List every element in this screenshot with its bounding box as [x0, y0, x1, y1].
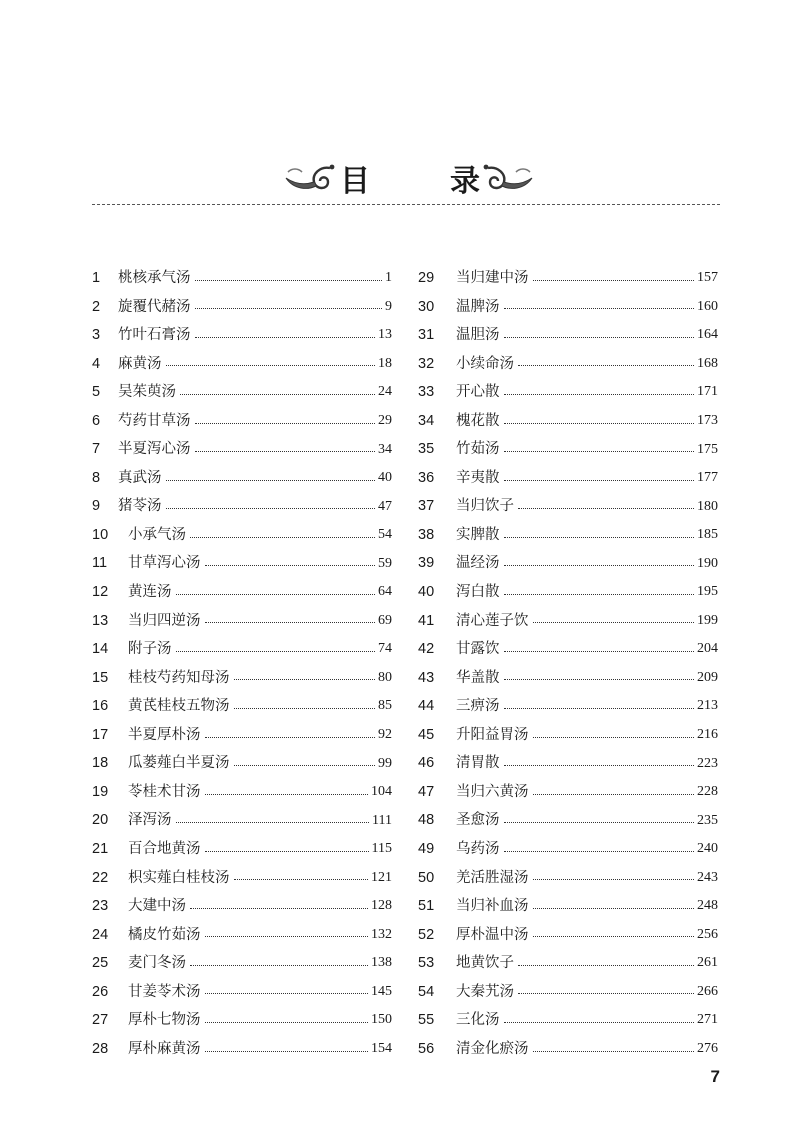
title-char-2: 录: [450, 164, 480, 199]
toc-entry[interactable]: [418, 1035, 718, 1064]
entry-title: 猪苓汤: [118, 498, 162, 515]
entry-page-number: 256: [697, 926, 718, 942]
entry-title: 大建中汤: [128, 898, 186, 915]
entry-number: 21: [92, 840, 109, 857]
toc-entry[interactable]: [92, 692, 392, 721]
entry-page-number: 195: [697, 584, 718, 600]
toc-entry[interactable]: [418, 949, 718, 978]
entry-title: 厚朴麻黄汤: [128, 1040, 201, 1057]
toc-entry[interactable]: [418, 806, 718, 835]
entry-page-number: 24: [378, 384, 392, 400]
entry-title: 麻黄汤: [118, 355, 162, 372]
entry-number: 7: [92, 441, 101, 458]
entry-number: 15: [92, 669, 109, 686]
entry-page-number: 69: [378, 612, 392, 628]
entry-title: 泻白散: [456, 584, 500, 601]
entry-page-number: 204: [697, 641, 718, 657]
entry-title: 瓜蒌薤白半夏汤: [128, 755, 230, 772]
entry-page-number: 104: [371, 784, 392, 800]
entry-page-number: 47: [378, 498, 392, 514]
dot-leader: [533, 737, 695, 738]
dot-leader: [190, 908, 368, 909]
dot-leader: [504, 537, 695, 538]
header-divider: [92, 204, 720, 205]
toc-header: [0, 158, 800, 198]
entry-title: 黄连汤: [128, 584, 172, 601]
dot-leader: [205, 851, 369, 852]
entry-number: 14: [92, 641, 109, 658]
entry-title: 小续命汤: [456, 355, 514, 372]
toc-entry[interactable]: [418, 721, 718, 750]
entry-number: 50: [418, 869, 435, 886]
entry-page-number: 157: [697, 270, 718, 286]
toc-entry[interactable]: [92, 607, 392, 636]
toc-entry[interactable]: [92, 407, 392, 436]
entry-number: 9: [92, 498, 101, 515]
entry-page-number: 92: [378, 727, 392, 743]
entry-number: 4: [92, 355, 101, 372]
entry-number: 34: [418, 412, 435, 429]
dot-leader: [195, 308, 383, 309]
entry-page-number: 29: [378, 413, 392, 428]
dot-leader: [504, 1022, 695, 1023]
entry-title: 地黄饮子: [456, 955, 514, 972]
toc-entry[interactable]: [92, 293, 392, 322]
entry-number: 26: [92, 983, 109, 1000]
dot-leader: [504, 565, 695, 566]
dot-leader: [533, 794, 695, 795]
entry-title: 槐花散: [456, 412, 500, 429]
toc-left-column: [92, 264, 392, 1063]
dot-leader: [533, 280, 695, 281]
dot-leader: [195, 423, 376, 424]
entry-number: 56: [418, 1040, 435, 1057]
entry-page-number: 121: [371, 869, 392, 885]
dot-leader: [190, 965, 368, 966]
toc-entry[interactable]: [92, 578, 392, 607]
entry-page-number: 111: [372, 812, 392, 828]
dot-leader: [205, 565, 376, 566]
entry-page-number: 209: [697, 669, 718, 685]
toc-entry[interactable]: [418, 293, 718, 322]
toc-entry[interactable]: [92, 949, 392, 978]
toc-entry[interactable]: [418, 664, 718, 693]
entry-title: 百合地黄汤: [128, 840, 201, 857]
toc-entry[interactable]: [418, 549, 718, 578]
entry-number: 17: [92, 726, 109, 743]
toc-entry[interactable]: [418, 892, 718, 921]
entry-number: 36: [418, 469, 435, 486]
dot-leader: [504, 480, 695, 481]
dot-leader: [504, 308, 695, 309]
dot-leader: [176, 822, 370, 823]
entry-number: 42: [418, 641, 435, 658]
entry-number: 32: [418, 355, 435, 372]
entry-number: 38: [418, 526, 435, 543]
entry-number: 39: [418, 555, 435, 572]
toc-entry[interactable]: [92, 350, 392, 379]
entry-title: 圣愈汤: [456, 812, 500, 829]
entry-page-number: 154: [371, 1041, 392, 1057]
entry-number: 37: [418, 498, 435, 515]
entry-page-number: 190: [697, 555, 718, 571]
dot-leader: [195, 337, 376, 338]
dot-leader: [533, 1051, 695, 1052]
entry-title: 当归饮子: [456, 498, 514, 515]
entry-number: 16: [92, 698, 109, 715]
toc-entry[interactable]: [418, 521, 718, 550]
entry-page-number: 228: [697, 784, 718, 800]
entry-number: 1: [92, 270, 101, 287]
toc-entry[interactable]: [418, 835, 718, 864]
dot-leader: [504, 394, 695, 395]
entry-page-number: 185: [697, 527, 718, 543]
entry-page-number: 85: [378, 698, 392, 714]
page-title: [340, 158, 480, 198]
entry-title: 温脾汤: [456, 298, 500, 315]
entry-number: 33: [418, 384, 435, 401]
dot-leader: [180, 394, 375, 395]
toc-entry[interactable]: [418, 1006, 718, 1035]
entry-number: 44: [418, 698, 435, 715]
entry-number: 40: [418, 584, 435, 601]
left-scroll-ornament-icon: [280, 162, 336, 194]
dot-leader: [205, 737, 376, 738]
entry-number: 48: [418, 812, 435, 829]
toc-entry[interactable]: [418, 635, 718, 664]
right-scroll-ornament-icon: [482, 162, 538, 194]
entry-title: 桃核承气汤: [118, 270, 191, 287]
dot-leader: [533, 879, 695, 880]
entry-page-number: 248: [697, 898, 718, 914]
toc-entry[interactable]: [92, 549, 392, 578]
dot-leader: [205, 622, 376, 623]
entry-title: 小承气汤: [128, 526, 186, 543]
toc-entry[interactable]: [418, 264, 718, 293]
entry-title: 黄芪桂枝五物汤: [128, 698, 230, 715]
dot-leader: [234, 765, 376, 766]
dot-leader: [518, 365, 694, 366]
entry-number: 25: [92, 955, 109, 972]
entry-page-number: 64: [378, 584, 392, 600]
entry-number: 55: [418, 1012, 435, 1029]
dot-leader: [205, 936, 369, 937]
toc-entry[interactable]: [418, 378, 718, 407]
dot-leader: [533, 936, 695, 937]
dot-leader: [504, 423, 695, 424]
toc-entry[interactable]: [92, 835, 392, 864]
entry-page-number: 80: [378, 669, 392, 685]
toc-entry[interactable]: [418, 749, 718, 778]
entry-title: 当归四逆汤: [128, 612, 201, 629]
entry-title: 甘草泻心汤: [128, 555, 201, 572]
dot-leader: [176, 651, 376, 652]
entry-number: 53: [418, 955, 435, 972]
entry-title: 半夏厚朴汤: [128, 726, 201, 743]
toc-entry[interactable]: [418, 863, 718, 892]
toc-entry[interactable]: [418, 435, 718, 464]
entry-number: 35: [418, 441, 435, 458]
entry-title: 乌药汤: [456, 840, 500, 857]
dot-leader: [166, 508, 376, 509]
entry-number: 3: [92, 327, 101, 344]
entry-number: 52: [418, 926, 435, 943]
entry-number: 2: [92, 298, 101, 315]
toc-entry[interactable]: [92, 863, 392, 892]
toc-entry[interactable]: [418, 578, 718, 607]
entry-title: 附子汤: [128, 641, 172, 658]
toc-entry[interactable]: [92, 378, 392, 407]
entry-number: 30: [418, 298, 435, 315]
entry-page-number: 59: [378, 555, 392, 571]
entry-number: 28: [92, 1040, 109, 1057]
entry-number: 20: [92, 812, 109, 829]
dot-leader: [234, 708, 376, 709]
dot-leader: [504, 822, 695, 823]
entry-title: 竹叶石膏汤: [118, 327, 191, 344]
entry-title: 清心莲子饮: [456, 612, 529, 629]
entry-title: 三痹汤: [456, 698, 500, 715]
toc-entry[interactable]: [92, 321, 392, 350]
toc-entry[interactable]: [418, 407, 718, 436]
dot-leader: [205, 1051, 369, 1052]
dot-leader: [504, 594, 695, 595]
entry-page-number: 40: [378, 470, 392, 486]
entry-number: 23: [92, 898, 109, 915]
toc-entry[interactable]: [92, 778, 392, 807]
entry-number: 24: [92, 926, 109, 943]
entry-number: 31: [418, 327, 435, 344]
entry-title: 开心散: [456, 384, 500, 401]
entry-title: 枳实薤白桂枝汤: [128, 869, 230, 886]
dot-leader: [504, 851, 695, 852]
entry-page-number: 1: [385, 270, 392, 286]
entry-number: 46: [418, 755, 435, 772]
entry-title: 厚朴温中汤: [456, 926, 529, 943]
entry-title: 升阳益胃汤: [456, 726, 529, 743]
entry-title: 辛夷散: [456, 469, 500, 486]
entry-title: 真武汤: [118, 469, 162, 486]
dot-leader: [504, 708, 695, 709]
entry-number: 41: [418, 612, 435, 629]
toc-entry[interactable]: [418, 778, 718, 807]
dot-leader: [205, 1022, 369, 1023]
entry-title: 甘姜苓术汤: [128, 983, 201, 1000]
entry-number: 11: [92, 555, 108, 572]
entry-number: 45: [418, 726, 435, 743]
entry-page-number: 180: [697, 498, 718, 514]
entry-number: 22: [92, 869, 109, 886]
toc-entry[interactable]: [92, 464, 392, 493]
entry-number: 18: [92, 755, 109, 772]
dot-leader: [504, 337, 695, 338]
entry-number: 13: [92, 612, 109, 629]
entry-number: 29: [418, 270, 435, 287]
toc-entry[interactable]: [418, 464, 718, 493]
dot-leader: [190, 537, 375, 538]
entry-number: 54: [418, 983, 435, 1000]
entry-title: 当归补血汤: [456, 898, 529, 915]
entry-title: 大秦艽汤: [456, 983, 514, 1000]
entry-page-number: 173: [697, 413, 718, 428]
toc-entry[interactable]: [92, 664, 392, 693]
toc-right-column: [418, 264, 718, 1063]
toc-entry[interactable]: [92, 721, 392, 750]
dot-leader: [504, 651, 695, 652]
toc-entry[interactable]: [92, 892, 392, 921]
toc-entry[interactable]: [92, 635, 392, 664]
entry-title: 当归六黄汤: [456, 783, 529, 800]
entry-title: 清金化瘀汤: [456, 1040, 529, 1057]
entry-page-number: 175: [697, 441, 718, 457]
dot-leader: [533, 908, 695, 909]
entry-page-number: 115: [371, 841, 392, 857]
entry-page-number: 177: [697, 470, 718, 486]
dot-leader: [166, 365, 376, 366]
toc-entry[interactable]: [418, 321, 718, 350]
entry-title: 麦门冬汤: [128, 955, 186, 972]
entry-page-number: 138: [371, 955, 392, 971]
entry-number: 27: [92, 1012, 109, 1029]
dot-leader: [518, 965, 694, 966]
entry-number: 6: [92, 412, 101, 429]
entry-page-number: 132: [371, 926, 392, 942]
dot-leader: [195, 280, 383, 281]
entry-page-number: 235: [697, 812, 718, 828]
entry-number: 51: [418, 898, 435, 915]
entry-title: 半夏泻心汤: [118, 441, 191, 458]
toc-entry[interactable]: [92, 435, 392, 464]
entry-page-number: 145: [371, 983, 392, 999]
entry-title: 吴茱萸汤: [118, 384, 176, 401]
entry-title: 芍药甘草汤: [118, 412, 191, 429]
entry-title: 厚朴七物汤: [128, 1012, 201, 1029]
toc-entry[interactable]: [92, 1006, 392, 1035]
entry-title: 温经汤: [456, 555, 500, 572]
entry-title: 清胃散: [456, 755, 500, 772]
entry-page-number: 223: [697, 755, 718, 771]
entry-page-number: 271: [697, 1012, 718, 1028]
dot-leader: [176, 594, 376, 595]
entry-title: 三化汤: [456, 1012, 500, 1029]
dot-leader: [205, 993, 369, 994]
toc-entry[interactable]: [92, 1035, 392, 1064]
entry-number: 8: [92, 469, 101, 486]
entry-title: 竹茹汤: [456, 441, 500, 458]
entry-page-number: 164: [697, 327, 718, 343]
entry-page-number: 9: [385, 298, 392, 314]
toc-entry[interactable]: [418, 492, 718, 521]
toc-entry[interactable]: [92, 521, 392, 550]
entry-number: 47: [418, 783, 435, 800]
dot-leader: [533, 622, 695, 623]
dot-leader: [504, 679, 695, 680]
entry-title: 实脾散: [456, 526, 500, 543]
entry-page-number: 240: [697, 841, 718, 857]
dot-leader: [518, 508, 694, 509]
toc-entry[interactable]: [418, 607, 718, 636]
entry-page-number: 74: [378, 641, 392, 657]
entry-title: 泽泻汤: [128, 812, 172, 829]
entry-page-number: 243: [697, 869, 718, 885]
entry-page-number: 18: [378, 355, 392, 371]
entry-number: 12: [92, 584, 109, 601]
entry-page-number: 150: [371, 1012, 392, 1028]
toc-entry[interactable]: [92, 806, 392, 835]
entry-title: 温胆汤: [456, 327, 500, 344]
entry-page-number: 276: [697, 1041, 718, 1057]
dot-leader: [504, 451, 695, 452]
toc-entry[interactable]: [418, 692, 718, 721]
entry-number: 49: [418, 840, 435, 857]
entry-page-number: 168: [697, 355, 718, 371]
dot-leader: [504, 765, 695, 766]
entry-number: 5: [92, 384, 101, 401]
dot-leader: [518, 993, 694, 994]
entry-page-number: 216: [697, 727, 718, 743]
dot-leader: [166, 480, 376, 481]
toc-entry[interactable]: [418, 921, 718, 950]
entry-page-number: 261: [697, 955, 718, 971]
entry-title: 桂枝芍药知母汤: [128, 669, 230, 686]
toc-entry[interactable]: [418, 978, 718, 1007]
entry-title: 苓桂术甘汤: [128, 783, 201, 800]
entry-title: 旋覆代赭汤: [118, 298, 191, 315]
title-char-1: 目: [340, 164, 370, 199]
toc-entry[interactable]: [92, 749, 392, 778]
entry-title: 羌活胜湿汤: [456, 869, 529, 886]
entry-number: 43: [418, 669, 435, 686]
entry-page-number: 171: [697, 384, 718, 400]
toc-entry[interactable]: [92, 978, 392, 1007]
entry-title: 甘露饮: [456, 641, 500, 658]
entry-page-number: 128: [371, 898, 392, 914]
entry-title: 华盖散: [456, 669, 500, 686]
entry-page-number: 54: [378, 527, 392, 543]
entry-page-number: 13: [378, 327, 392, 343]
entry-page-number: 99: [378, 755, 392, 771]
page-number: 7: [710, 1067, 720, 1086]
entry-page-number: 199: [697, 612, 718, 628]
entry-page-number: 213: [697, 698, 718, 714]
dot-leader: [205, 794, 369, 795]
dot-leader: [234, 679, 376, 680]
entry-title: 当归建中汤: [456, 270, 529, 287]
toc-entry[interactable]: [92, 921, 392, 950]
entry-page-number: 160: [697, 298, 718, 314]
entry-number: 19: [92, 783, 109, 800]
entry-number: 10: [92, 526, 109, 543]
toc-entry[interactable]: [92, 264, 392, 293]
toc-entry[interactable]: [418, 350, 718, 379]
toc-entry[interactable]: [92, 492, 392, 521]
entry-page-number: 34: [378, 441, 392, 457]
entry-title: 橘皮竹茹汤: [128, 926, 201, 943]
dot-leader: [195, 451, 376, 452]
dot-leader: [234, 879, 369, 880]
entry-page-number: 266: [697, 983, 718, 999]
